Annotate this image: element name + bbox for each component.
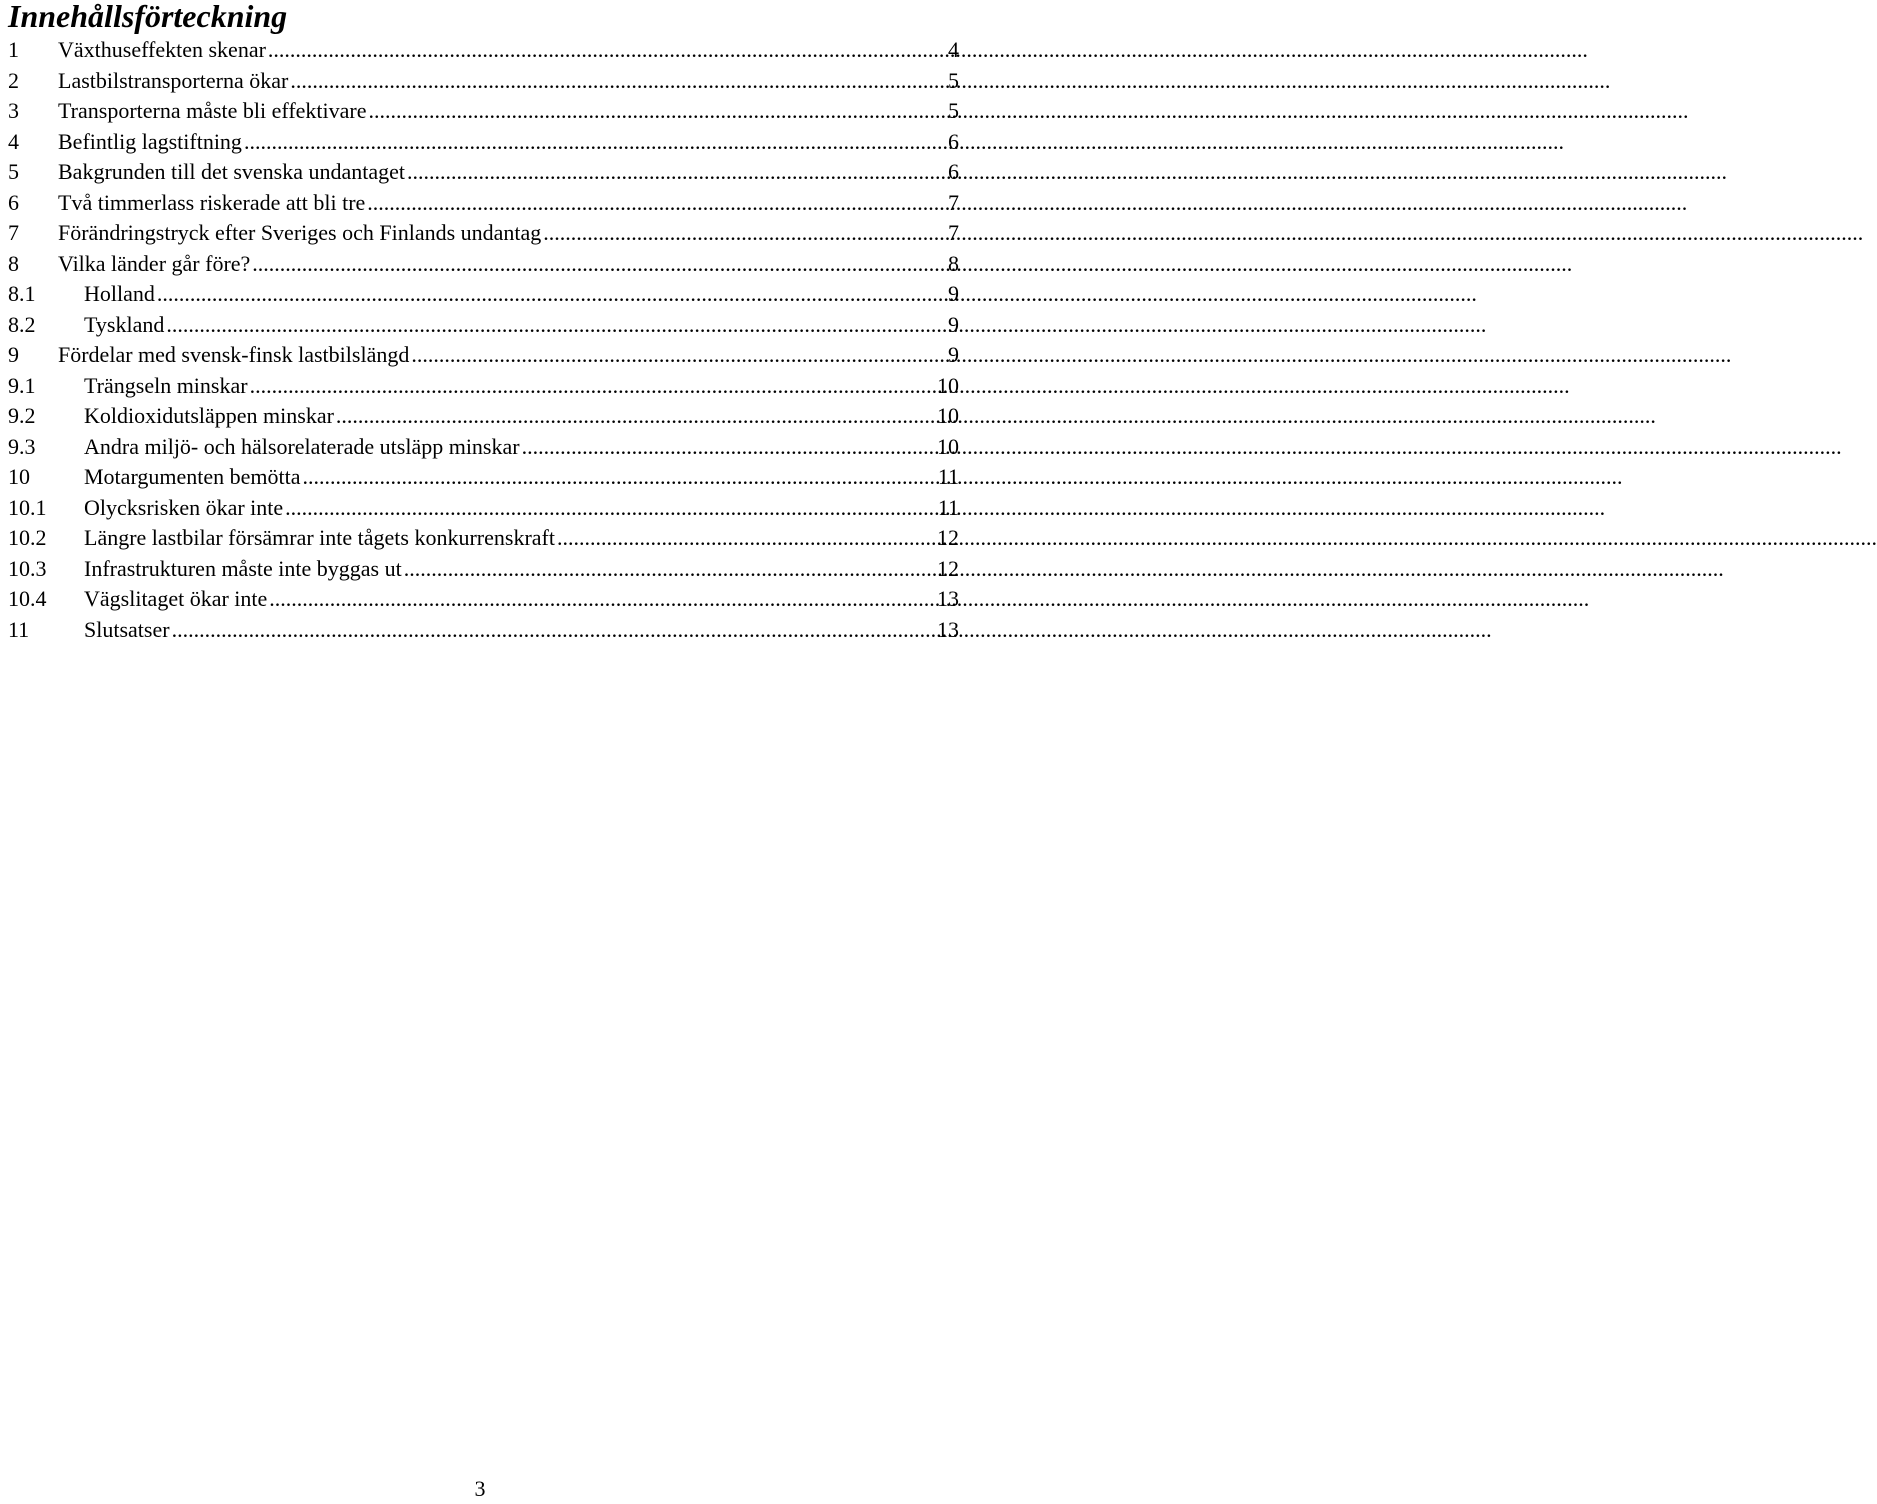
- toc-entry-5[interactable]: [8, 157, 959, 188]
- toc-entry-page: 13: [937, 586, 959, 611]
- dot-leader: [336, 401, 935, 432]
- toc-entry-title: Olycksrisken ökar inte: [84, 494, 284, 520]
- toc-entry-page: 6: [948, 128, 959, 154]
- toc-entry-page: 9: [948, 311, 959, 337]
- toc-entry-number: 3: [8, 98, 19, 123]
- toc-entry-number: 10.3: [8, 555, 47, 581]
- toc-entry-number: 4: [8, 128, 19, 154]
- toc-heading: Innehållsförteckning: [8, 0, 288, 34]
- dot-leader: [244, 127, 946, 158]
- dot-leader: [252, 249, 946, 280]
- toc-entry-title: Längre lastbilar försämrar inte tågets konkurrenskraft: [84, 525, 555, 550]
- toc-entry-10[interactable]: [8, 462, 959, 493]
- toc-entry-page: 11: [937, 464, 959, 489]
- toc-entry-number: 9.3: [8, 433, 36, 459]
- toc-entry-page: 5: [948, 98, 959, 123]
- toc-entry-title: Fördelar med svensk-finsk lastbilslängd: [58, 342, 410, 367]
- dot-leader: [250, 371, 935, 402]
- toc-entry-number: 2: [8, 67, 19, 93]
- toc-entry-page: 7: [948, 220, 959, 245]
- toc-entry-title: Befintlig lagstiftning: [58, 128, 242, 154]
- toc-entry-page: 12: [937, 525, 959, 550]
- toc-entry-9-1[interactable]: [8, 371, 959, 402]
- toc-entry-title: Växthuseffekten skenar: [58, 37, 266, 62]
- toc-entry-number: 10: [8, 464, 30, 489]
- toc-entry-title: Andra miljö- och hälsorelaterade utsläpp minskar: [84, 433, 520, 459]
- dot-leader: [303, 462, 936, 493]
- toc-entry-8-1[interactable]: [8, 279, 959, 310]
- toc-entry-page: 6: [948, 159, 959, 184]
- dot-leader: [411, 340, 946, 371]
- toc-entry-9-2[interactable]: [8, 401, 959, 432]
- dot-leader: [407, 157, 946, 188]
- toc-entry-number: 8.1: [8, 281, 36, 306]
- toc-entry-number: 1: [8, 37, 19, 62]
- toc-entry-number: 10.4: [8, 586, 47, 611]
- toc-entry-page: 7: [948, 189, 959, 215]
- dot-leader: [268, 35, 946, 66]
- toc-entry-title: Lastbilstransporterna ökar: [58, 67, 289, 93]
- toc-entry-title: Vilka länder går före?: [58, 250, 251, 276]
- toc-entry-title: Vägslitaget ökar inte: [84, 586, 268, 611]
- dot-leader: [557, 523, 935, 554]
- toc-entry-page: 10: [937, 403, 959, 428]
- toc-entry-10-4[interactable]: [8, 584, 959, 615]
- toc-entry-number: 9.2: [8, 403, 36, 428]
- toc-entry-4[interactable]: [8, 127, 959, 158]
- toc-entry-title: Transporterna måste bli effektivare: [58, 98, 367, 123]
- toc-entry-title: Förändringstryck efter Sveriges och Finlands undantag: [58, 220, 542, 245]
- toc-entry-page: 10: [937, 433, 959, 459]
- dot-leader: [157, 279, 946, 310]
- toc-entry-page: 12: [937, 555, 959, 581]
- toc-entry-8[interactable]: [8, 249, 959, 280]
- toc-entry-7[interactable]: [8, 218, 959, 249]
- dot-leader: [404, 554, 935, 585]
- dot-leader: [269, 584, 935, 615]
- toc-entry-page: 8: [948, 250, 959, 276]
- toc-entry-title: Trängseln minskar: [84, 372, 248, 398]
- toc-entry-number: 10.2: [8, 525, 47, 550]
- dot-leader: [166, 310, 946, 341]
- toc-entry-title: Slutsatser: [84, 616, 170, 642]
- toc-entry-title: Koldioxidutsläppen minskar: [84, 403, 334, 428]
- toc-entry-title: Infrastrukturen måste inte byggas ut: [84, 555, 402, 581]
- dot-leader: [367, 188, 946, 219]
- toc-entry-page: 5: [948, 67, 959, 93]
- toc-entry-number: 9.1: [8, 372, 36, 398]
- toc-entry-page: 9: [948, 342, 959, 367]
- toc-entry-8-2[interactable]: [8, 310, 959, 341]
- toc-entry-title: Tyskland: [84, 311, 165, 337]
- toc-entry-1[interactable]: [8, 35, 959, 66]
- toc-entry-10-3[interactable]: [8, 554, 959, 585]
- toc-entry-9-3[interactable]: [8, 432, 959, 463]
- dot-leader: [543, 218, 946, 249]
- dot-leader: [522, 432, 935, 463]
- toc-entry-page: 13: [937, 616, 959, 642]
- dot-leader: [290, 66, 946, 97]
- toc-entry-number: 6: [8, 189, 19, 215]
- dot-leader: [285, 493, 936, 524]
- toc-entry-page: 4: [948, 37, 959, 62]
- dot-leader: [369, 96, 946, 127]
- toc-entry-number: 11: [8, 616, 30, 642]
- toc-entry-title: Motargumenten bemötta: [84, 464, 301, 489]
- toc-entry-page: 9: [948, 281, 959, 306]
- toc-entry-number: 8: [8, 250, 19, 276]
- toc-entry-10-1[interactable]: [8, 493, 959, 524]
- toc-entry-number: 9: [8, 342, 19, 367]
- toc-entry-3[interactable]: [8, 96, 959, 127]
- toc-entry-number: 5: [8, 159, 19, 184]
- toc-entry-2[interactable]: [8, 66, 959, 97]
- toc-entry-title: Två timmerlass riskerade att bli tre: [58, 189, 366, 215]
- dot-leader: [172, 615, 935, 646]
- toc-entry-11[interactable]: [8, 615, 959, 646]
- toc-entry-9[interactable]: [8, 340, 959, 371]
- toc-entry-10-2[interactable]: [8, 523, 959, 554]
- toc-entry-title: Bakgrunden till det svenska undantaget: [58, 159, 406, 184]
- toc-entry-title: Holland: [84, 281, 155, 306]
- toc-list: [8, 35, 959, 645]
- toc-entry-number: 10.1: [8, 494, 47, 520]
- page-number: 3: [474, 1476, 486, 1501]
- toc-entry-page: 11: [937, 494, 959, 520]
- toc-entry-number: 7: [8, 220, 19, 245]
- toc-entry-page: 10: [937, 372, 959, 398]
- toc-entry-6[interactable]: [8, 188, 959, 219]
- toc-entry-number: 8.2: [8, 311, 36, 337]
